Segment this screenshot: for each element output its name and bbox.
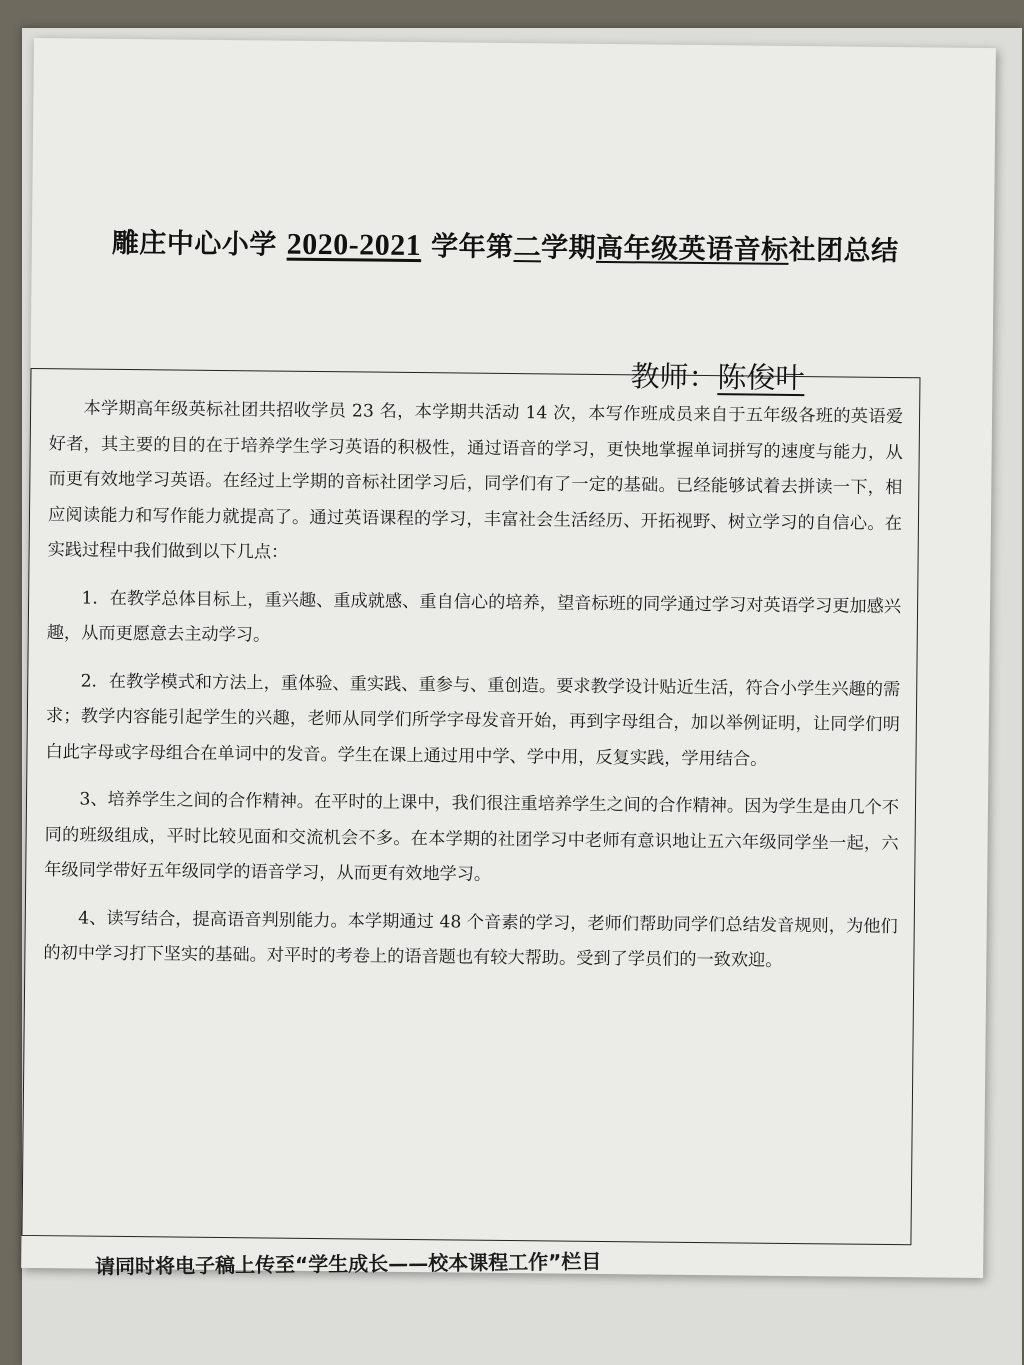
document-page [21, 38, 996, 1278]
title-club: 高年级英语音标 [595, 232, 789, 266]
paragraph-point-2: 2．在教学模式和方法上，重体验、重实践、重参与、重创造。要求教学设计贴近生活，符合小学生兴趣的需求；教学内容能引起学生的兴趣，老师从同学们所学字母发音开始，再到字母组合，加以举例证明，让同学们明白此字母或字母组合在单词中的发音。学生在课上通过用中学、学中用，反复实践，学用结合。 [45, 671, 901, 770]
footer-note: 请同时将电子稿上传至“学生成长——校本课程工作”栏目 [94, 1249, 602, 1279]
teacher-name: 陈俊叶 [717, 360, 805, 396]
content-box [21, 368, 920, 1245]
document-title [112, 221, 972, 269]
title-term-suffix: 学期 [540, 232, 597, 264]
paragraph-point-4: 4、读写结合，提高语音判别能力。本学期通过 48 个音素的学习，老师们帮助同学们总结发音规则，为他们的初中学习打下坚实的基础。对平时的考卷上的语音题也有较大帮助。受到了学员们的一致欢迎。 [43, 908, 898, 971]
paragraph-point-1: 1．在教学总体目标上，重兴趣、重成就感、重自信心的培养，望音标班的同学通过学习对英语学习更加感兴趣，从而更愿意去主动学习。 [46, 588, 902, 646]
title-summary: 社团总结 [788, 234, 899, 268]
title-term-prefix: 学年第 [430, 231, 514, 264]
paragraph-point-3: 3、培养学生之间的合作精神。在平时的上课中，我们很注重培养学生之间的合作精神。因为学生是由几个不同的班级组成，平时比较见面和交流机会不多。在本学期的社团学习中老师有意识地让五六年级同学坐一起，六年级同学带好五年级同学的语音学习，从而更有效地学习。 [44, 789, 900, 885]
title-school: 雕庄中心小学 [111, 227, 278, 261]
title-year: 2020-2021 [286, 227, 422, 263]
title-term-number: 二 [513, 232, 542, 264]
teacher-label: 教师： [630, 359, 718, 395]
paragraph-intro: 本学期高年级英标社团共招收学员 23 名，本学期共活动 14 次，本写作班成员来自于五年级各班的英语爱好者，其主要的目的在于培养学生学习英语的积极性，通过语音的学习，更快地掌握单词拼写的速度与能力，从而更有效地学习英语。在经过上学期的音标社团学习后，同学们有了一定的基础。已经能够试着去拼读一下，相应阅读能力和写作能力就提高了。通过英语课程的学习，丰富社会生活经历、开拓视野、树立学习的自信心。在实践过程中我们做到以下几点： [47, 398, 904, 563]
